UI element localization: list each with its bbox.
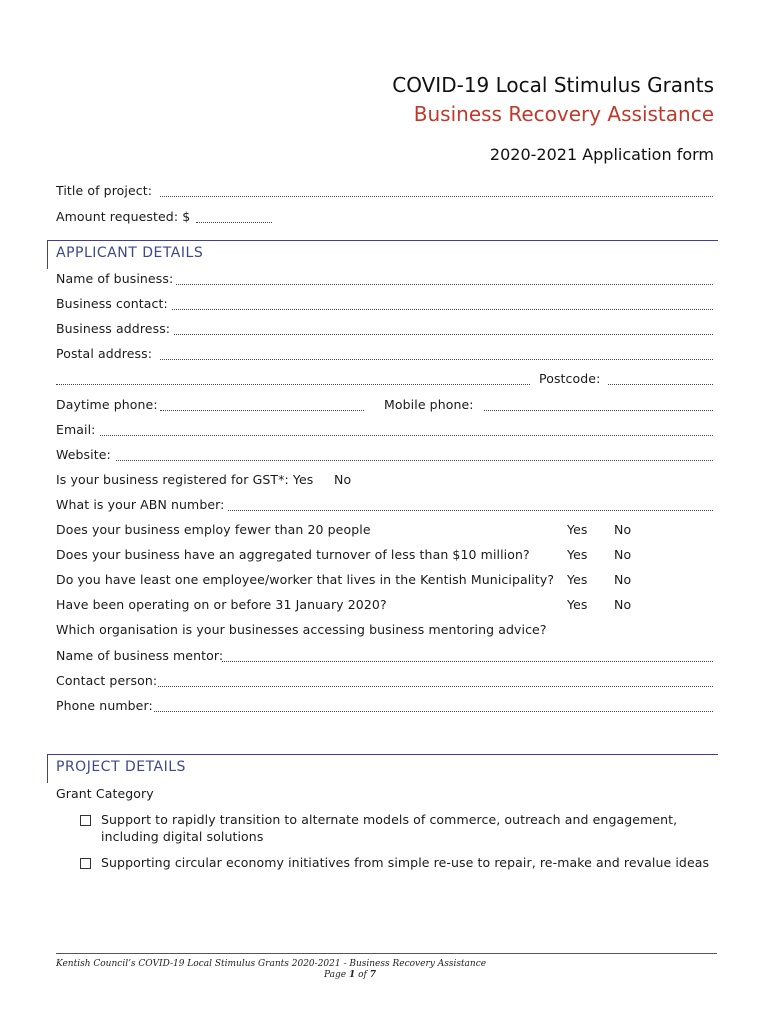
- option-digital-transition-line1: Support to rapidly transition to alternate models of commerce, outreach and engagement,: [101, 812, 678, 827]
- contact-person-field[interactable]: [158, 676, 713, 687]
- question-employees: Does your business employ fewer than 20 people: [56, 522, 371, 537]
- question-operating-date: Have been operating on or before 31 January 2020?: [56, 597, 387, 612]
- grant-category-label: Grant Category: [56, 786, 154, 801]
- business-contact-field[interactable]: [172, 299, 713, 310]
- mentoring-question: Which organisation is your businesses accessing business mentoring advice?: [56, 622, 547, 637]
- phone-number-label: Phone number:: [56, 698, 153, 713]
- question-employees-yes[interactable]: Yes: [567, 522, 588, 537]
- business-address-field[interactable]: [174, 324, 713, 335]
- postal-address-label: Postal address:: [56, 346, 153, 361]
- page-prefix: Page: [324, 970, 349, 980]
- gst-question: Is your business registered for GST*: Yes: [56, 472, 314, 487]
- mobile-phone-label: Mobile phone:: [384, 397, 474, 412]
- postcode-label: Postcode:: [539, 371, 601, 386]
- question-kentish-employee-no[interactable]: No: [614, 572, 632, 587]
- page-number: 1: [348, 970, 356, 980]
- email-field[interactable]: [100, 425, 713, 436]
- postal-address-field[interactable]: [160, 349, 713, 360]
- abn-label: What is your ABN number:: [56, 497, 225, 512]
- question-turnover: Does your business have an aggregated turnover of less than $10 million?: [56, 547, 530, 562]
- amount-requested-field[interactable]: [196, 212, 272, 223]
- project-details-header: [47, 754, 718, 783]
- question-turnover-no[interactable]: No: [614, 547, 632, 562]
- website-label: Website:: [56, 447, 111, 462]
- applicant-details-header: [47, 240, 718, 269]
- title-of-project-field[interactable]: [160, 186, 713, 197]
- name-of-business-label: Name of business:: [56, 271, 174, 286]
- footer-page-indicator: [324, 970, 376, 980]
- postal-address-line2-field[interactable]: [56, 374, 530, 385]
- form-title: COVID-19 Local Stimulus Grants: [392, 73, 714, 97]
- form-subtitle: Business Recovery Assistance: [413, 102, 714, 126]
- business-mentor-field[interactable]: [222, 651, 713, 662]
- question-kentish-employee-yes[interactable]: Yes: [567, 572, 588, 587]
- daytime-phone-field[interactable]: [160, 400, 364, 411]
- mobile-phone-field[interactable]: [484, 400, 713, 411]
- question-operating-date-no[interactable]: No: [614, 597, 632, 612]
- postcode-field[interactable]: [608, 374, 713, 385]
- abn-field[interactable]: [228, 500, 713, 511]
- question-turnover-yes[interactable]: Yes: [567, 547, 588, 562]
- form-year-title: 2020-2021 Application form: [489, 145, 714, 164]
- daytime-phone-label: Daytime phone:: [56, 397, 158, 412]
- phone-number-field[interactable]: [154, 701, 713, 712]
- page-of: of: [355, 970, 370, 980]
- business-contact-label: Business contact:: [56, 296, 168, 311]
- question-operating-date-yes[interactable]: Yes: [567, 597, 588, 612]
- question-kentish-employee: Do you have least one employee/worker that lives in the Kentish Municipality?: [56, 572, 555, 587]
- website-field[interactable]: [116, 450, 713, 461]
- amount-requested-label: Amount requested: $: [56, 209, 191, 224]
- gst-no-option[interactable]: No: [334, 472, 352, 487]
- page-total: 7: [369, 970, 376, 980]
- name-of-business-field[interactable]: [176, 274, 713, 285]
- email-label: Email:: [56, 422, 96, 437]
- checkbox-circular-economy[interactable]: [80, 858, 91, 869]
- business-mentor-label: Name of business mentor:: [56, 648, 224, 663]
- title-of-project-label: Title of project:: [56, 183, 153, 198]
- applicant-details-heading: APPLICANT DETAILS: [56, 245, 204, 261]
- option-digital-transition-line2: including digital solutions: [101, 829, 264, 844]
- footer-text: Kentish Council’s COVID-19 Local Stimulus Grants 2020-2021 - Business Recovery Assistance: [56, 959, 487, 969]
- checkbox-digital-transition[interactable]: [80, 815, 91, 826]
- question-employees-no[interactable]: No: [614, 522, 632, 537]
- contact-person-label: Contact person:: [56, 673, 158, 688]
- footer-divider: [56, 953, 717, 954]
- project-details-heading: PROJECT DETAILS: [56, 759, 186, 775]
- business-address-label: Business address:: [56, 321, 171, 336]
- option-circular-economy: Supporting circular economy initiatives from simple re-use to repair, re-make and revalue ideas: [101, 855, 710, 870]
